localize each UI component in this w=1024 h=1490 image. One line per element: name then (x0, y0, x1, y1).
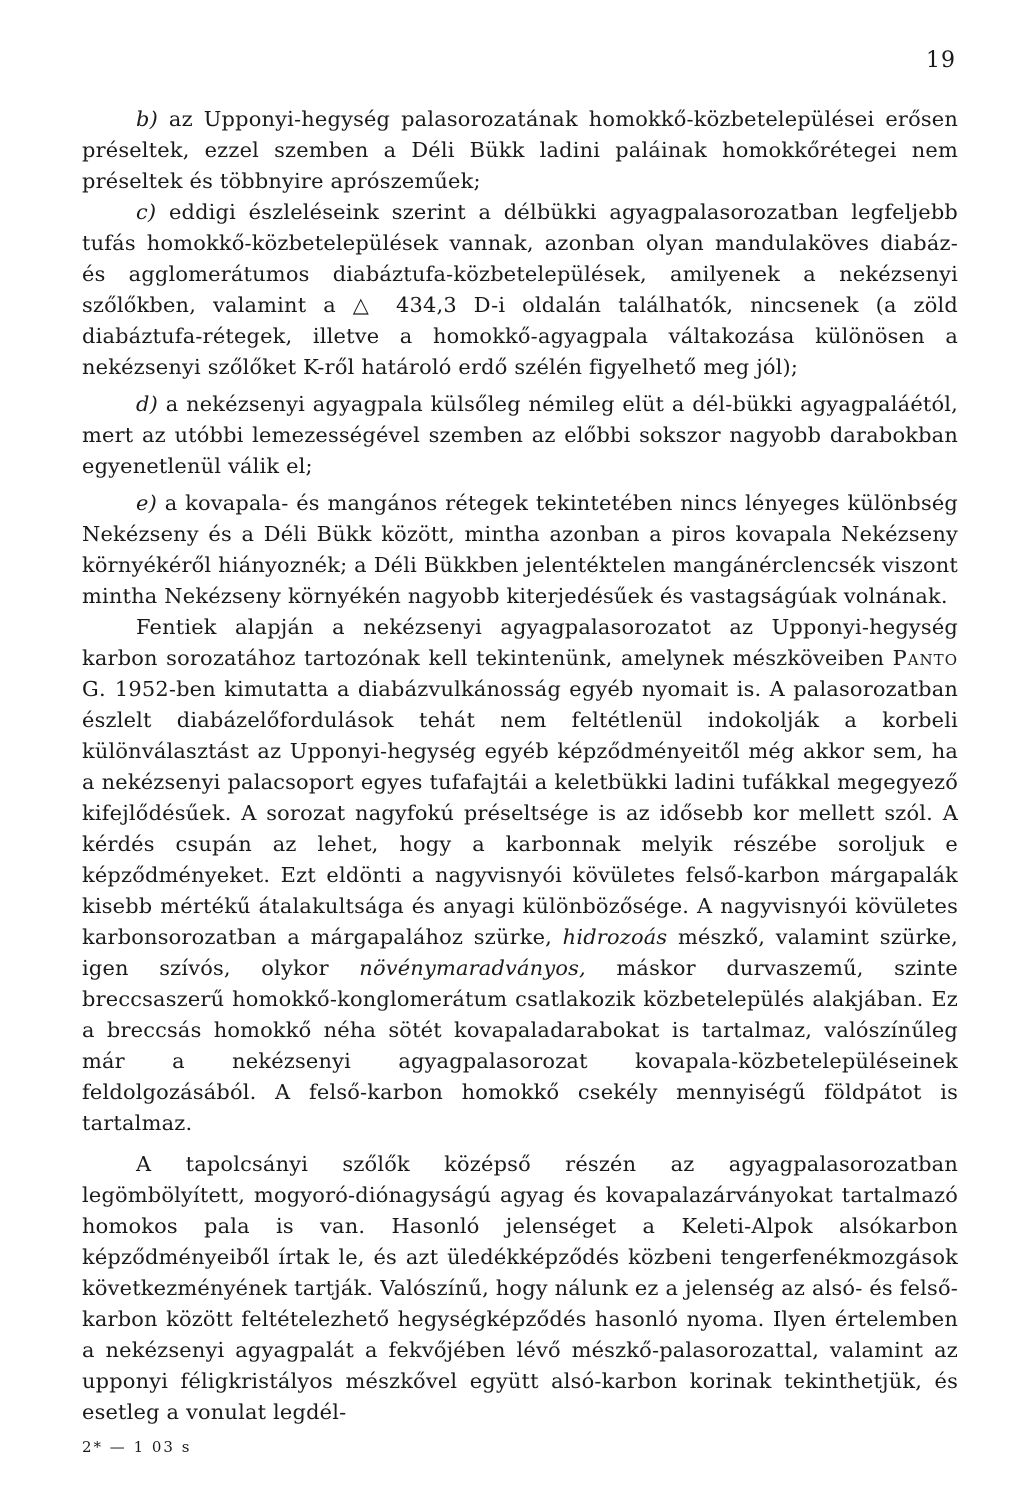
paragraph-text: máskor durvaszemű, szinte breccsaszerű homokkő-konglomerátum csatlakozik közbetelepülés alakjában. Ez a breccsás homokkő néha sötét kovapaladarabokat is tartalmaz, valószínűleg már a nekézsenyi agyagpalasorozat kovapala-közbetelepüléseinek feldolgozásából. A felső-karbon homokkő csekély mennyiségű földpátot is tartalmaz. (82, 956, 958, 1135)
list-item-label: e) (136, 491, 157, 515)
page-number: 19 (926, 48, 956, 73)
list-item-c (82, 197, 958, 383)
italic-term: növénymaradványos, (359, 956, 586, 980)
body-text (82, 104, 958, 1428)
list-item-text: az Upponyi-hegység palasorozatának homokkő-közbetelepülései erősen préseltek, ezzel szemben a Déli Bükk ladini paláinak homokkőrétegei nem préseltek és többnyire aprószeműek; (82, 107, 959, 193)
paragraph-text: Fentiek alapján a nekézsenyi agyagpalasorozatot az Upponyi-hegység karbon sorozatához tartozónak kell tekintenünk, amelynek mészköveiben (82, 615, 958, 670)
paragraph-text: 1952-ben kimutatta a diabázvulkánosság egyéb nyomait is. A palasorozatban észlelt diabázelőfordulások tehát nem feltétlenül indokolják a korbeli különválasztást az Upponyi-hegység egyéb képződményeitől még akkor sem, ha a nekézsenyi palacsoport egyes tufafajtái a keletbükki ladini tufákkal megegyező kifejlődésűek. A sorozat nagyfokú préseltsége is az idősebb kor mellett szól. A kérdés csupán az lehet, hogy a karbonnak melyik részébe soroljuk e képződményeket. Ezt eldönti a nagyvisnyói kövületes felső-karbon márgapalák kisebb mértékű átalakultsága és anyagi különbözősége. A nagyvisnyói kövületes karbonsorozatban a márgapalához szürke, (82, 677, 959, 949)
list-item-text: eddigi észleléseink szerint a délbükki agyagpalasorozatban legfeljebb tufás homokkő-közbetelepülések vannak, azonban olyan mandulaköves diabáz- és agglomerátumos diabáztufa-közbetelepülések, amilyenek a nekézsenyi szőlőkben, valamint a △ 434,3 D-i oldalán találhatók, nincsenek (a zöld diabáztufa-rétegek, illetve a homokkő-agyagpala váltakozása különösen a nekézsenyi szőlőket K-ről határoló erdő szélén figyelhető meg jól); (82, 200, 958, 379)
printer-signature: 2* — 1 03 s (82, 1438, 192, 1456)
list-item-text: a nekézsenyi agyagpala külsőleg némileg elüt a dél-bükki agyagpaláétól, mert az utóbbi lemezességével szemben az előbbi sokszor nagyobb darabokban egyenetlenül válik el; (82, 392, 958, 478)
paragraph-text: mészkő, valamint szürke, igen szívós, olykor (82, 925, 959, 980)
author-name: Panto G. (82, 646, 958, 701)
list-item-e (82, 488, 958, 612)
paragraph-conclusion (82, 612, 958, 1139)
paragraph-tapolcsany (82, 1149, 958, 1428)
italic-term: hidrozoás (562, 925, 668, 949)
list-item-d (82, 389, 958, 482)
list-item-b (82, 104, 958, 197)
paragraph-text: A tapolcsányi szőlők középső részén az agyagpalasorozatban legömbölyített, mogyoró-diónagyságú agyag és kovapalazárványokat tartalmazó homokos pala is van. Hasonló jelenséget a Keleti-Alpok alsókarbon képződményeiből írtak le, és azt üledékképződés közbeni tengerfenékmozgások következményének tartják. Valószínű, hogy nálunk ez a jelenség az alsó- és felső-karbon között feltételezhető hegységképződés hasonló nyoma. Ilyen értelemben a nekézsenyi agyagpalát a fekvőjében lévő mészkő-palasorozattal, valamint az upponyi féligkristályos mészkővel együtt alsó-karbon korinak tekinthetjük, és esetleg a vonulat legdél- (82, 1152, 958, 1424)
list-item-label: d) (136, 392, 158, 416)
list-item-label: b) (136, 107, 158, 131)
list-item-label: c) (136, 200, 157, 224)
list-item-text: a kovapala- és mangános rétegek tekintetében nincs lényeges különbség Nekézseny és a Déli Bükk között, mintha azonban a piros kovapala Nekézseny környékéről hiányoznék; a Déli Bükkben jelentéktelen mangánérclencsék viszont mintha Nekézseny környékén nagyobb kiterjedésűek és vastagságúak volnának. (82, 491, 959, 608)
